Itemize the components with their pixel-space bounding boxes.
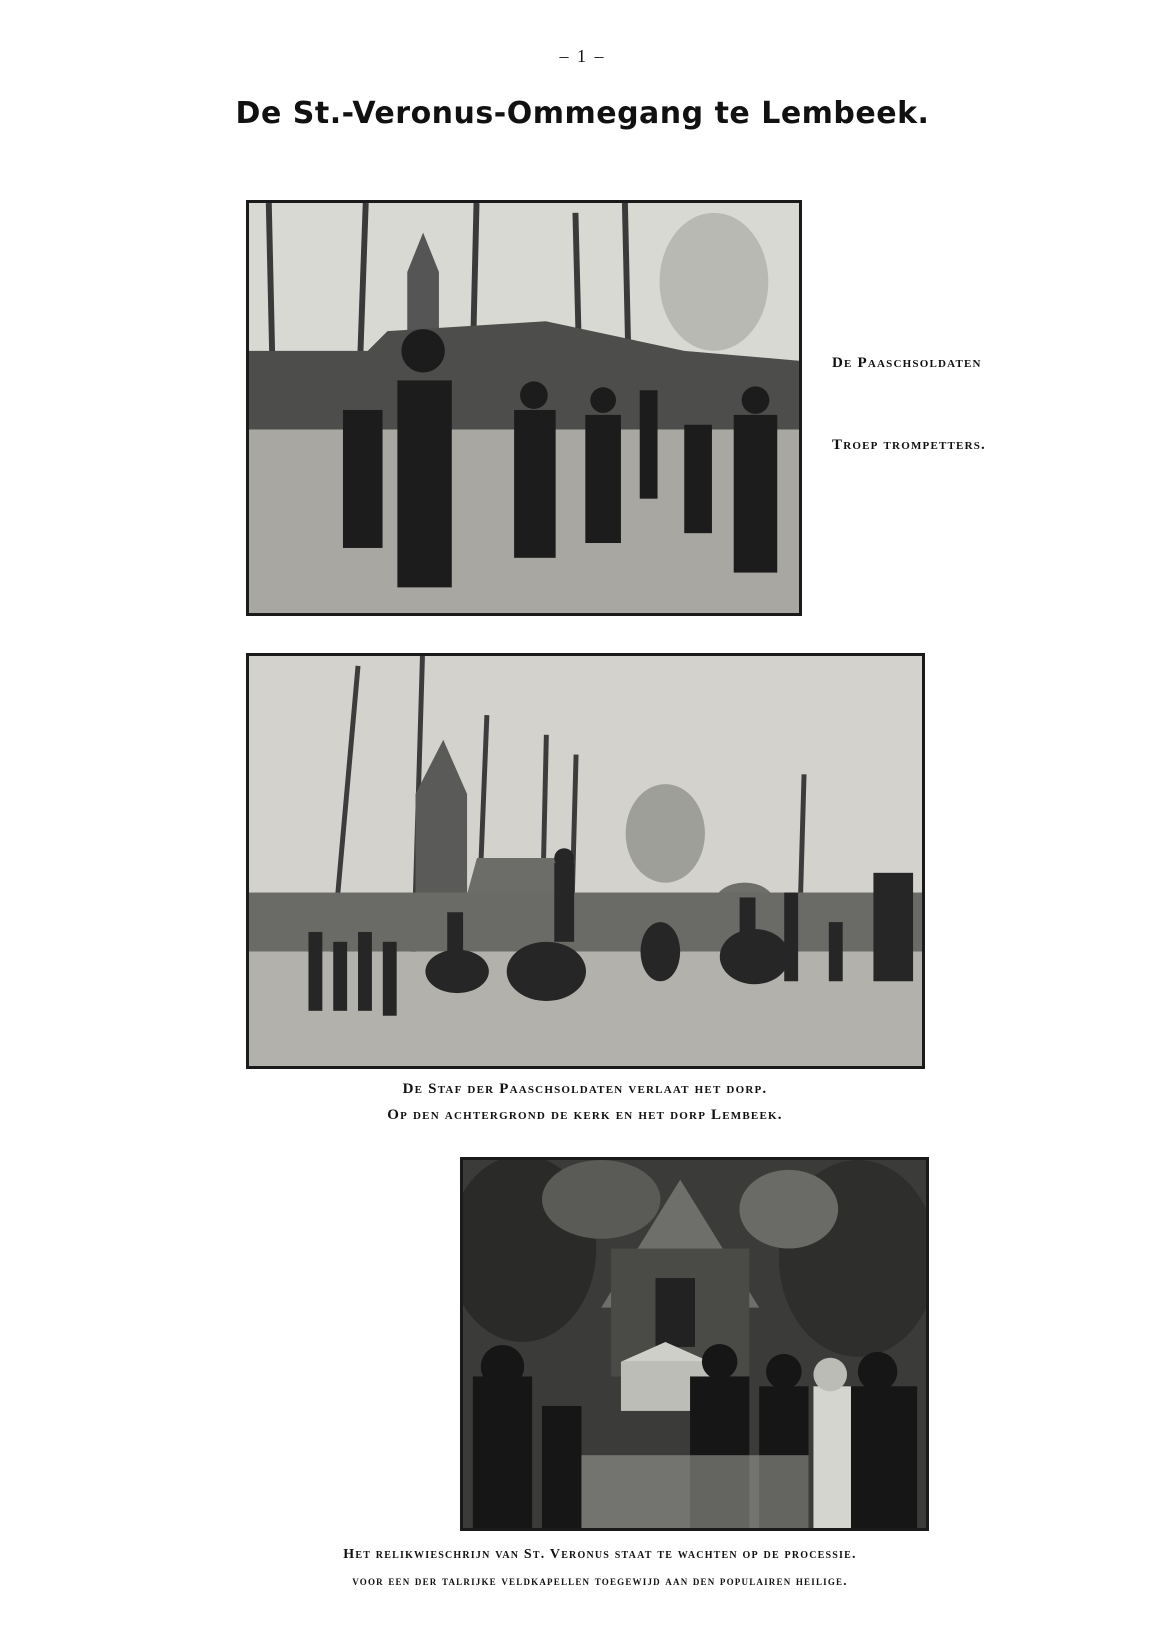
caption-paaschsoldaten: De Paaschsoldaten [832,355,982,371]
photo-trumpeters-image [249,203,799,613]
caption-veldkapellen: voor een der talrijke veldkapellen toegewijd aan den populairen heilige. [352,1573,848,1588]
page-number: – 1 – [559,46,606,66]
caption-relikwieschrijn: Het relikwieschrijn van St. Veronus staat te wachten op de processie. [343,1547,857,1562]
photo-relikwieschrijn [460,1157,929,1531]
caption-trompetters: Troep trompetters. [832,437,987,453]
photo-reliquary-image [463,1160,926,1528]
photo-staff-leaving-village [246,653,925,1069]
caption-staf: De Staf der Paaschsoldaten verlaat het dorp. [402,1081,768,1097]
photo-staff-image [249,656,922,1066]
caption-achtergrond: Op den achtergrond de kerk en het dorp Lembeek. [387,1107,783,1123]
page-title: De St.-Veronus-Ommegang te Lembeek. [235,96,930,131]
photo-trumpeters [246,200,802,616]
